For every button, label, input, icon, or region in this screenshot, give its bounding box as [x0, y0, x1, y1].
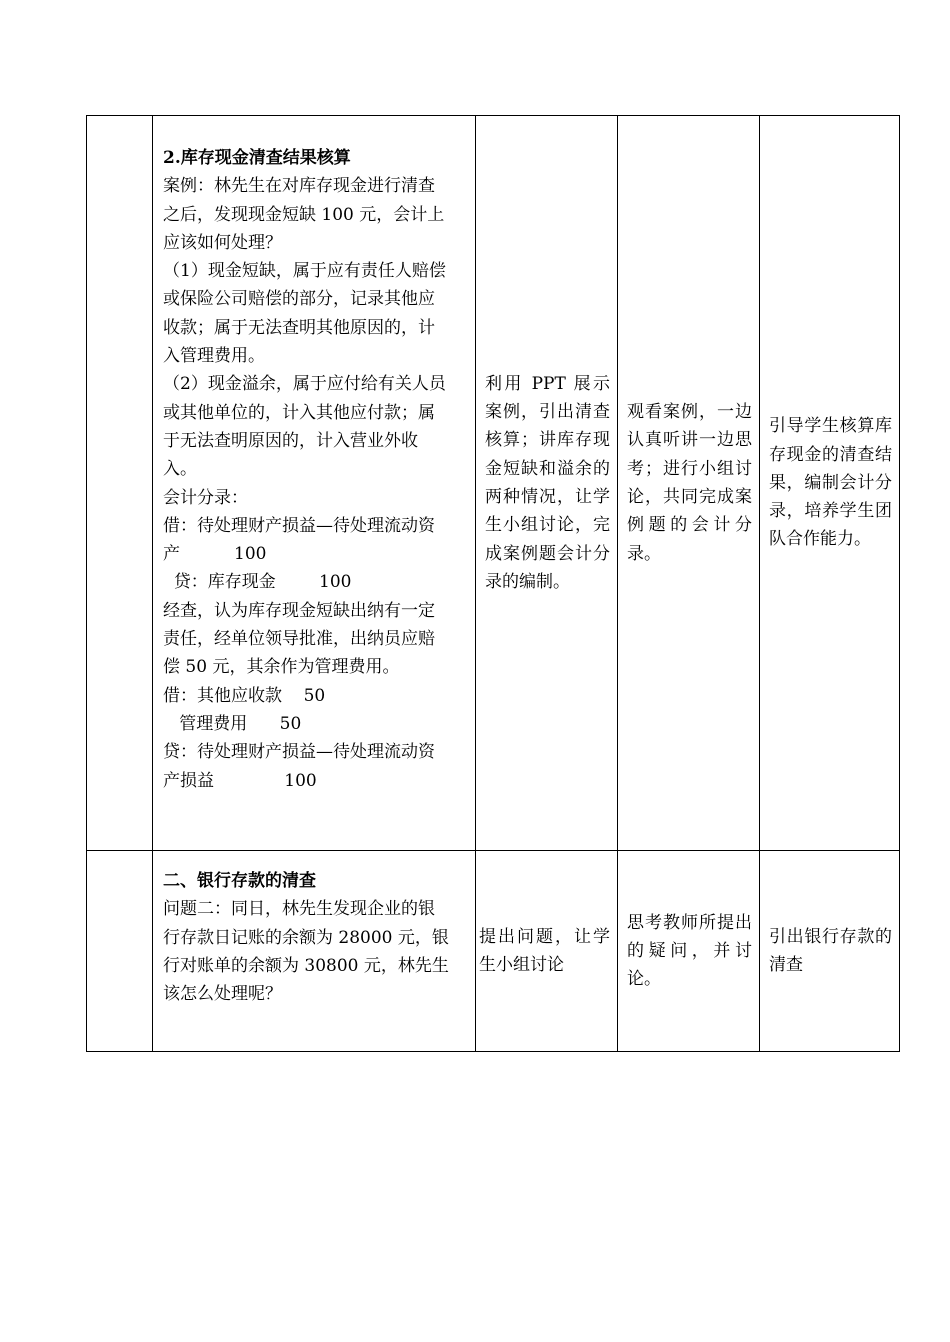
- design-purpose-text: 引导学生核算库存现金的清查结果，编制会计分录，培养学生团队合作能力。: [769, 416, 892, 550]
- content-line: 经查，认为库存现金短缺出纳有一定: [163, 600, 435, 621]
- design-purpose-cell: [760, 116, 900, 851]
- teacher-activity-text: 提出问题，让学生小组讨论: [479, 926, 610, 975]
- section-heading: 2.库存现金清查结果核算: [163, 148, 351, 168]
- content-line: 或其他单位的，计入其他应付款；属: [163, 402, 435, 423]
- content-line: 该怎么处理呢？: [163, 984, 282, 1005]
- content-line: 入。: [163, 459, 197, 480]
- content-cell: [153, 116, 476, 851]
- content-line: 行存款日记账的余额为 28000 元，银: [163, 927, 449, 948]
- content-cell: [153, 851, 476, 1052]
- design-purpose-cell: [760, 851, 900, 1052]
- table-row: [87, 116, 900, 851]
- content-line: 应该如何处理？: [163, 232, 282, 253]
- content-line: 贷：库存现金 100: [163, 572, 352, 593]
- content-line: 案例：林先生在对库存现金进行清查: [163, 176, 435, 197]
- teacher-activity-cell: [476, 851, 618, 1052]
- content-line: 入管理费用。: [163, 346, 265, 367]
- content-line: 偿 50 元，其余作为管理费用。: [163, 657, 400, 678]
- content-line: 借：待处理财产损益—待处理流动资: [163, 515, 435, 536]
- content-line: 或保险公司赔偿的部分，记录其他应: [163, 289, 435, 310]
- student-activity-text: 思考教师所提出的疑问，并讨论。: [627, 912, 752, 990]
- content-line: 会计分录：: [163, 487, 248, 508]
- content-line: （2）现金溢余，属于应付给有关人员: [163, 374, 446, 395]
- stage-cell: [87, 851, 153, 1052]
- student-activity-cell: [618, 851, 760, 1052]
- teacher-activity-cell: [476, 116, 618, 851]
- table-row: [87, 851, 900, 1052]
- content-line: 借：其他应收款 50: [163, 685, 326, 706]
- content-line: 管理费用 50: [163, 713, 302, 734]
- content-line: 贷：待处理财产损益—待处理流动资: [163, 742, 435, 763]
- content-line: （1）现金短缺，属于应有责任人赔偿: [163, 261, 446, 282]
- content-line: 产损益 100: [163, 770, 317, 791]
- design-purpose-text: 引出银行存款的清查: [769, 926, 892, 975]
- content-line: 之后，发现现金短缺 100 元，会计上: [163, 204, 445, 225]
- student-activity-cell: [618, 116, 760, 851]
- student-activity-text: 观看案例，一边认真听讲一边思考；进行小组讨论，共同完成案例题的会计分录。: [627, 402, 752, 564]
- teacher-activity-text: 利用 PPT 展示案例，引出清查核算；讲库存现金短缺和溢余的两种情况，让学生小组讨论，完成案例题会计分录的编制。: [485, 373, 610, 592]
- content-line: 问题二：同日，林先生发现企业的银: [163, 899, 435, 920]
- content-line: 责任，经单位领导批准，出纳员应赔: [163, 629, 435, 650]
- lesson-plan-table: [86, 115, 900, 1052]
- content-line: 行对账单的余额为 30800 元，林先生: [163, 955, 449, 976]
- content-line: 收款；属于无法查明其他原因的，计: [163, 317, 435, 338]
- stage-cell: [87, 116, 153, 851]
- content-line: 于无法查明原因的，计入营业外收: [163, 430, 418, 451]
- content-line: 产 100: [163, 544, 267, 565]
- section-heading: 二、银行存款的清查: [163, 871, 316, 891]
